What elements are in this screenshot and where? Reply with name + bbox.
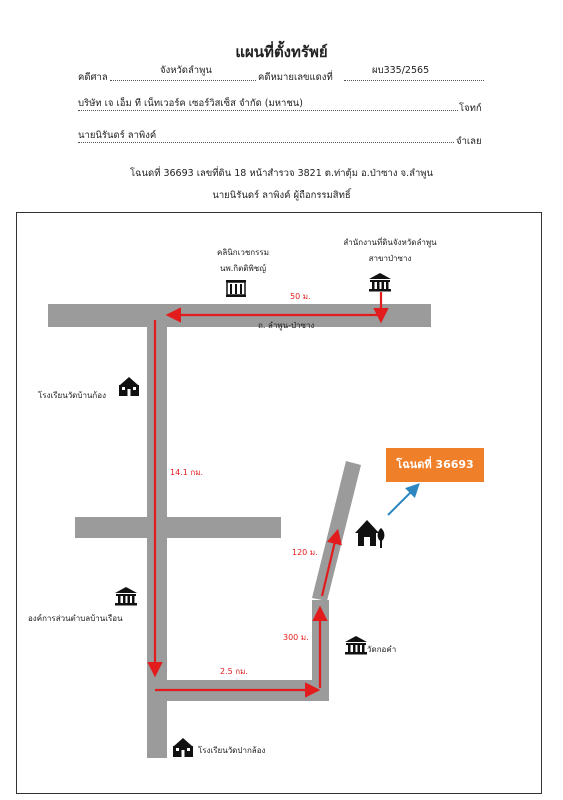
plaintiff-name: บริษัท เจ เอ็ม ที เน็ทเวอร์ค เซอร์วิสเซ็ส จำกัด (มหาชน) <box>78 98 303 109</box>
court-value: จังหวัดลำพูน <box>160 65 212 76</box>
defendant-name: นายนิรันดร์ ลาพิงค์ <box>78 130 157 141</box>
deed-number-badge: โฉนดที่ 36693 <box>386 448 484 482</box>
plaintiff-role: โจทก์ <box>459 103 482 114</box>
school-icon <box>116 376 142 398</box>
sao-building-icon <box>114 586 138 606</box>
distance-120m: 120 ม. <box>292 548 318 557</box>
deed-line: โฉนดที่ 36693 เลขที่ดิน 18 หน้าสำรวจ 3821 ต.ท่าตุ้ม อ.ป่าซาง จ.ลำพูน <box>129 168 434 179</box>
owner-line: นายนิรันดร์ ลาพิงค์ ผู้ถือกรรมสิทธิ์ <box>212 190 351 201</box>
defendant-role: จำเลย <box>456 136 482 147</box>
clinic-building-icon <box>225 277 247 297</box>
distance-300m: 300 ม. <box>283 633 309 642</box>
clinic-label-1: คลินิกเวชกรรม <box>217 248 269 257</box>
house-icon <box>353 518 387 550</box>
government-building-icon <box>368 272 392 292</box>
distance-50m: 50 ม. <box>290 292 311 301</box>
land-office-label-2: สาขาป่าซาง <box>368 254 412 263</box>
case-label: คดีหมายเลขแดงที่ <box>258 72 333 83</box>
distance-14-1km: 14.1 กม. <box>170 468 204 477</box>
page-title: แผนที่ตั้งทรัพย์ <box>235 43 328 61</box>
school-2-label: โรงเรียนวัดปากล้อง <box>198 746 266 755</box>
clinic-label-2: นพ.กิตติพิชญ์ <box>219 264 267 273</box>
road-name: ถ. ลำพูน-ป่าซาง <box>258 321 315 330</box>
case-value: ผบ335/2565 <box>372 65 430 76</box>
distance-2-5km: 2.5 กม. <box>220 667 248 676</box>
temple-label: วัดกอคำ <box>367 645 397 654</box>
school-2-icon <box>170 737 196 759</box>
sao-label: องค์การส่วนตำบลบ้านเรือน <box>28 614 123 623</box>
school-1-label: โรงเรียนวัดบ้านก้อง <box>38 391 106 400</box>
pointer-arrow <box>388 486 417 515</box>
land-office-label-1: สำนักงานที่ดินจังหวัดลำพูน <box>343 238 437 247</box>
temple-icon <box>344 635 368 655</box>
court-label: คดีศาล <box>78 72 108 83</box>
